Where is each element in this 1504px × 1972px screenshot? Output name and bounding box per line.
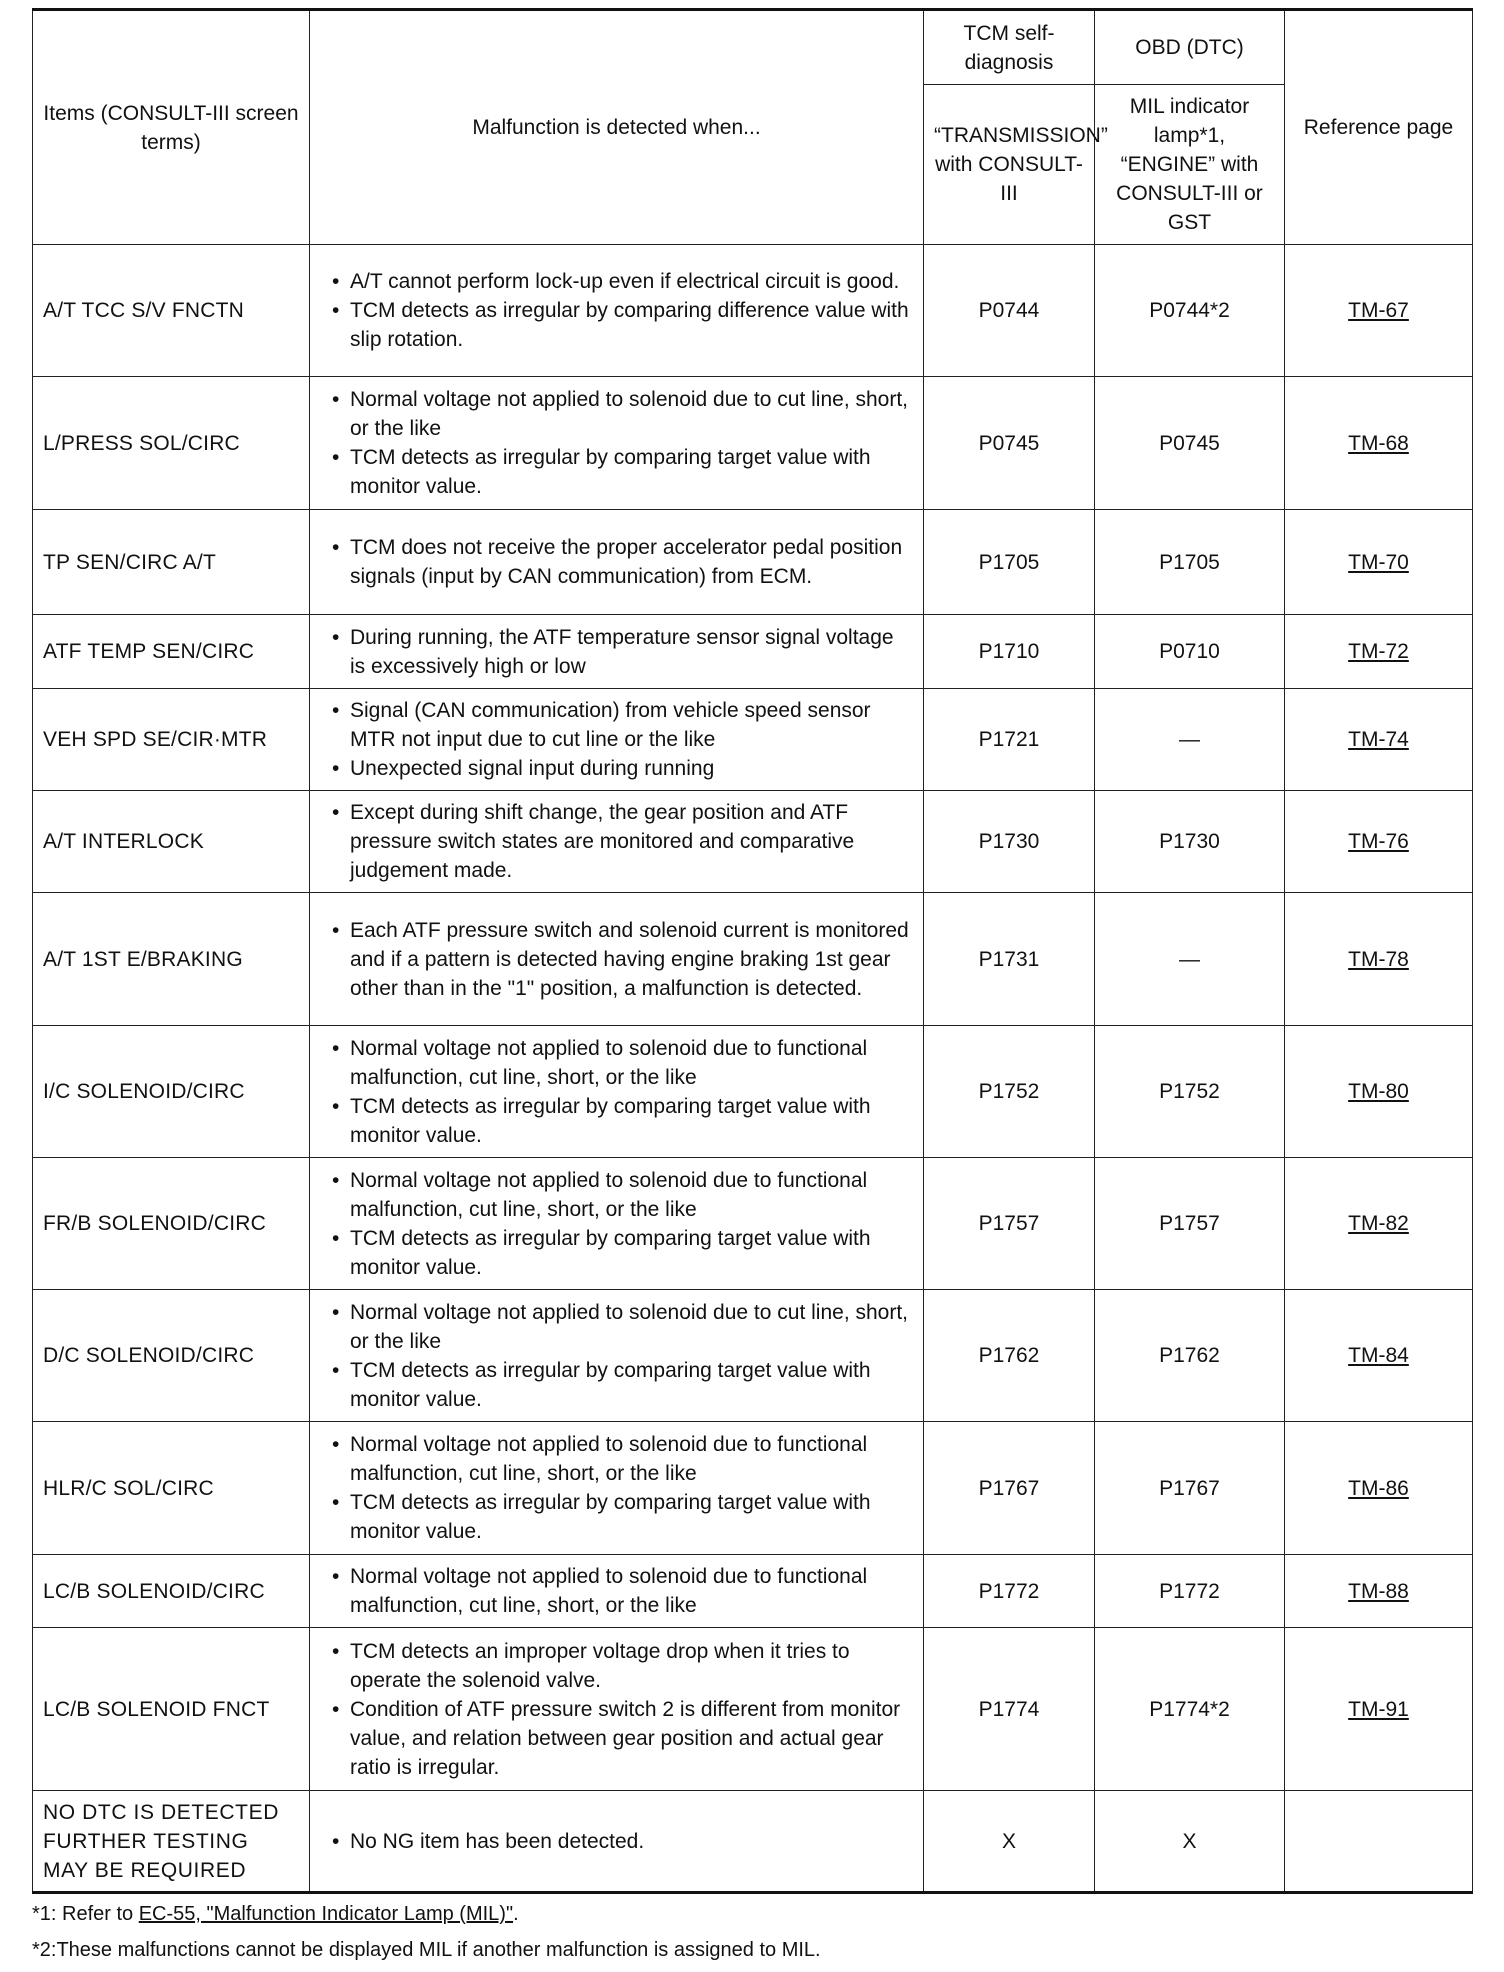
malfunction-condition (310, 1026, 924, 1158)
bullet-item: • TCM detects as irregular by comparing target value with monitor value. (320, 443, 913, 501)
table-row (33, 1555, 1473, 1628)
tcm-dtc-code: P1767 (924, 1422, 1095, 1555)
malfunction-condition (310, 1158, 924, 1290)
tcm-dtc-code: P1731 (924, 893, 1095, 1026)
table-row (33, 1422, 1473, 1555)
bullet-item: • Normal voltage not applied to solenoid due to functional malfunction, cut line, short, or the like (320, 1166, 913, 1224)
tcm-dtc-code: P1752 (924, 1026, 1095, 1158)
item-name: NO DTC IS DETECTED FURTHER TESTING MAY BE REQUIRED (33, 1791, 310, 1893)
malfunction-condition (310, 893, 924, 1026)
obd-dtc-code: P1752 (1095, 1026, 1285, 1158)
reference-page-cell (1285, 510, 1473, 615)
reference-page-cell (1285, 689, 1473, 791)
bullet-item: • A/T cannot perform lock-up even if electrical circuit is good. (320, 267, 913, 296)
bullet-list (320, 533, 913, 591)
reference-page-cell (1285, 615, 1473, 689)
obd-dtc-code: — (1095, 689, 1285, 791)
malfunction-condition (310, 377, 924, 510)
reference-page-link[interactable]: TM-78 (1348, 947, 1409, 971)
reference-page-link[interactable]: TM-88 (1348, 1579, 1409, 1603)
bullet-item: • No NG item has been detected. (320, 1827, 913, 1856)
dtc-table (32, 8, 1473, 1894)
tcm-dtc-code: P1721 (924, 689, 1095, 791)
bullet-item: • TCM detects as irregular by comparing difference value with slip rotation. (320, 296, 913, 354)
bullet-item: • Normal voltage not applied to solenoid due to functional malfunction, cut line, short, or the like (320, 1034, 913, 1092)
footnote-1-suffix: . (513, 1903, 519, 1925)
bullet-list (320, 916, 913, 1003)
obd-dtc-code: P0744*2 (1095, 245, 1285, 377)
obd-dtc-code: P1767 (1095, 1422, 1285, 1555)
item-name: A/T INTERLOCK (33, 791, 310, 893)
bullet-item: • TCM detects as irregular by comparing target value with monitor value. (320, 1356, 913, 1414)
header-malfunction: Malfunction is detected when... (310, 10, 924, 245)
bullet-list (320, 1298, 913, 1414)
obd-dtc-code: X (1095, 1791, 1285, 1893)
bullet-item: • Normal voltage not applied to solenoid due to functional malfunction, cut line, short, or the like (320, 1430, 913, 1488)
header-tcm-self-diagnosis: TCM self-diagnosis (924, 10, 1095, 85)
reference-page-cell (1285, 893, 1473, 1026)
tcm-dtc-code: P1705 (924, 510, 1095, 615)
tcm-dtc-code: P0745 (924, 377, 1095, 510)
reference-page-link[interactable]: TM-84 (1348, 1344, 1409, 1367)
reference-page-link[interactable]: TM-74 (1348, 728, 1409, 751)
tcm-dtc-code: P1762 (924, 1290, 1095, 1422)
item-name: ATF TEMP SEN/CIRC (33, 615, 310, 689)
reference-page-cell (1285, 1026, 1473, 1158)
malfunction-condition (310, 1628, 924, 1791)
tcm-dtc-code: X (924, 1791, 1095, 1893)
table-row (33, 1791, 1473, 1893)
reference-page-cell (1285, 1158, 1473, 1290)
reference-page-link[interactable]: TM-76 (1348, 830, 1409, 853)
header-items: Items (CONSULT-III screen terms) (33, 10, 310, 245)
obd-dtc-code: P0710 (1095, 615, 1285, 689)
header-tcm-subheader: “TRANSMISSION” with CONSULT-III (924, 85, 1095, 245)
bullet-item: • Normal voltage not applied to solenoid due to functional malfunction, cut line, short, or the like (320, 1562, 913, 1620)
reference-page-cell (1285, 1422, 1473, 1555)
malfunction-condition (310, 689, 924, 791)
table-row (33, 791, 1473, 893)
tcm-dtc-code: P1757 (924, 1158, 1095, 1290)
header-reference-page: Reference page (1285, 10, 1473, 245)
reference-page-cell (1285, 245, 1473, 377)
table-row (33, 510, 1473, 615)
table-row (33, 615, 1473, 689)
bullet-item: • Except during shift change, the gear position and ATF pressure switch states are monitored and comparative judgement made. (320, 798, 913, 885)
tcm-dtc-code: P1710 (924, 615, 1095, 689)
item-name: L/PRESS SOL/CIRC (33, 377, 310, 510)
footnote-1-link[interactable]: EC-55, "Malfunction Indicator Lamp (MIL)" (138, 1903, 514, 1925)
bullet-item: • TCM does not receive the proper accelerator pedal position signals (input by CAN communication) from ECM. (320, 533, 913, 591)
item-name: VEH SPD SE/CIR·MTR (33, 689, 310, 791)
bullet-list (320, 1430, 913, 1546)
bullet-list (320, 1562, 913, 1620)
reference-page-link[interactable]: TM-67 (1348, 299, 1409, 322)
obd-dtc-code: P1762 (1095, 1290, 1285, 1422)
bullet-list (320, 696, 913, 783)
table-row (33, 1290, 1473, 1422)
bullet-item: • Signal (CAN communication) from vehicle speed sensor MTR not input due to cut line or the like (320, 696, 913, 754)
item-name: I/C SOLENOID/CIRC (33, 1026, 310, 1158)
footnote-1-prefix: *1: Refer to (32, 1903, 139, 1925)
reference-page-cell (1285, 1555, 1473, 1628)
item-name: FR/B SOLENOID/CIRC (33, 1158, 310, 1290)
bullet-item: • TCM detects as irregular by comparing target value with monitor value. (320, 1488, 913, 1546)
bullet-item: • Normal voltage not applied to solenoid due to cut line, short, or the like (320, 385, 913, 443)
tcm-dtc-code: P1772 (924, 1555, 1095, 1628)
obd-dtc-code: P1705 (1095, 510, 1285, 615)
reference-page-cell (1285, 1791, 1473, 1893)
item-name: LC/B SOLENOID/CIRC (33, 1555, 310, 1628)
item-name: A/T 1ST E/BRAKING (33, 893, 310, 1026)
header-obd-dtc: OBD (DTC) (1095, 10, 1285, 85)
bullet-list (320, 1637, 913, 1782)
bullet-list (320, 798, 913, 885)
bullet-list (320, 1034, 913, 1150)
bullet-list (320, 267, 913, 354)
malfunction-condition (310, 510, 924, 615)
bullet-item: • TCM detects an improper voltage drop when it tries to operate the solenoid valve. (320, 1637, 913, 1695)
obd-dtc-code: — (1095, 893, 1285, 1026)
malfunction-condition (310, 1422, 924, 1555)
bullet-item: • Unexpected signal input during running (320, 754, 913, 783)
footnote-1 (32, 1900, 1472, 1928)
table-row (33, 377, 1473, 510)
bullet-item: • Each ATF pressure switch and solenoid current is monitored and if a pattern is detected having engine braking 1st gear other than in the "1" position, a malfunction is detected. (320, 916, 913, 1003)
reference-page-cell (1285, 1628, 1473, 1791)
obd-dtc-code: P1774*2 (1095, 1628, 1285, 1791)
footnote-2: *2:These malfunctions cannot be displayed MIL if another malfunction is assigned to MIL. (32, 1939, 821, 1961)
bullet-item: • During running, the ATF temperature sensor signal voltage is excessively high or low (320, 623, 913, 681)
obd-dtc-code: P1730 (1095, 791, 1285, 893)
bullet-list (320, 1166, 913, 1282)
malfunction-condition (310, 1555, 924, 1628)
header-obd-subheader: MIL indicator lamp*1, “ENGINE” with CONSULT-III or GST (1095, 85, 1285, 245)
bullet-item: • TCM detects as irregular by comparing target value with monitor value. (320, 1224, 913, 1282)
reference-page-link[interactable]: TM-68 (1348, 431, 1409, 455)
malfunction-condition (310, 1791, 924, 1893)
bullet-list (320, 1827, 913, 1856)
bullet-item: • TCM detects as irregular by comparing target value with monitor value. (320, 1092, 913, 1150)
dtc-table-body (33, 245, 1473, 1893)
table-row (33, 1628, 1473, 1791)
obd-dtc-code: P1772 (1095, 1555, 1285, 1628)
reference-page-link[interactable]: TM-70 (1348, 550, 1409, 574)
malfunction-condition (310, 615, 924, 689)
malfunction-condition (310, 791, 924, 893)
table-row (33, 1158, 1473, 1290)
reference-page-link[interactable]: TM-72 (1348, 640, 1409, 663)
obd-dtc-code: P1757 (1095, 1158, 1285, 1290)
table-row (33, 245, 1473, 377)
tcm-dtc-code: P1730 (924, 791, 1095, 893)
reference-page-link[interactable]: TM-91 (1348, 1697, 1409, 1721)
malfunction-condition (310, 245, 924, 377)
bullet-item: • Condition of ATF pressure switch 2 is different from monitor value, and relation between gear position and actual gear ratio is irregular. (320, 1695, 913, 1782)
malfunction-condition (310, 1290, 924, 1422)
reference-page-link[interactable]: TM-82 (1348, 1212, 1409, 1235)
reference-page-cell (1285, 791, 1473, 893)
tcm-dtc-code: P0744 (924, 245, 1095, 377)
bullet-item: • Normal voltage not applied to solenoid due to cut line, short, or the like (320, 1298, 913, 1356)
table-row (33, 689, 1473, 791)
bullet-list (320, 385, 913, 501)
reference-page-cell (1285, 1290, 1473, 1422)
dtc-table-page (32, 8, 1472, 1972)
footnotes (32, 1900, 1472, 1964)
table-row (33, 893, 1473, 1026)
table-row (33, 1026, 1473, 1158)
item-name: D/C SOLENOID/CIRC (33, 1290, 310, 1422)
reference-page-link[interactable]: TM-86 (1348, 1476, 1409, 1500)
reference-page-link[interactable]: TM-80 (1348, 1080, 1409, 1103)
reference-page-cell (1285, 377, 1473, 510)
item-name: LC/B SOLENOID FNCT (33, 1628, 310, 1791)
item-name: A/T TCC S/V FNCTN (33, 245, 310, 377)
bullet-list (320, 623, 913, 681)
obd-dtc-code: P0745 (1095, 377, 1285, 510)
item-name: TP SEN/CIRC A/T (33, 510, 310, 615)
tcm-dtc-code: P1774 (924, 1628, 1095, 1791)
item-name: HLR/C SOL/CIRC (33, 1422, 310, 1555)
